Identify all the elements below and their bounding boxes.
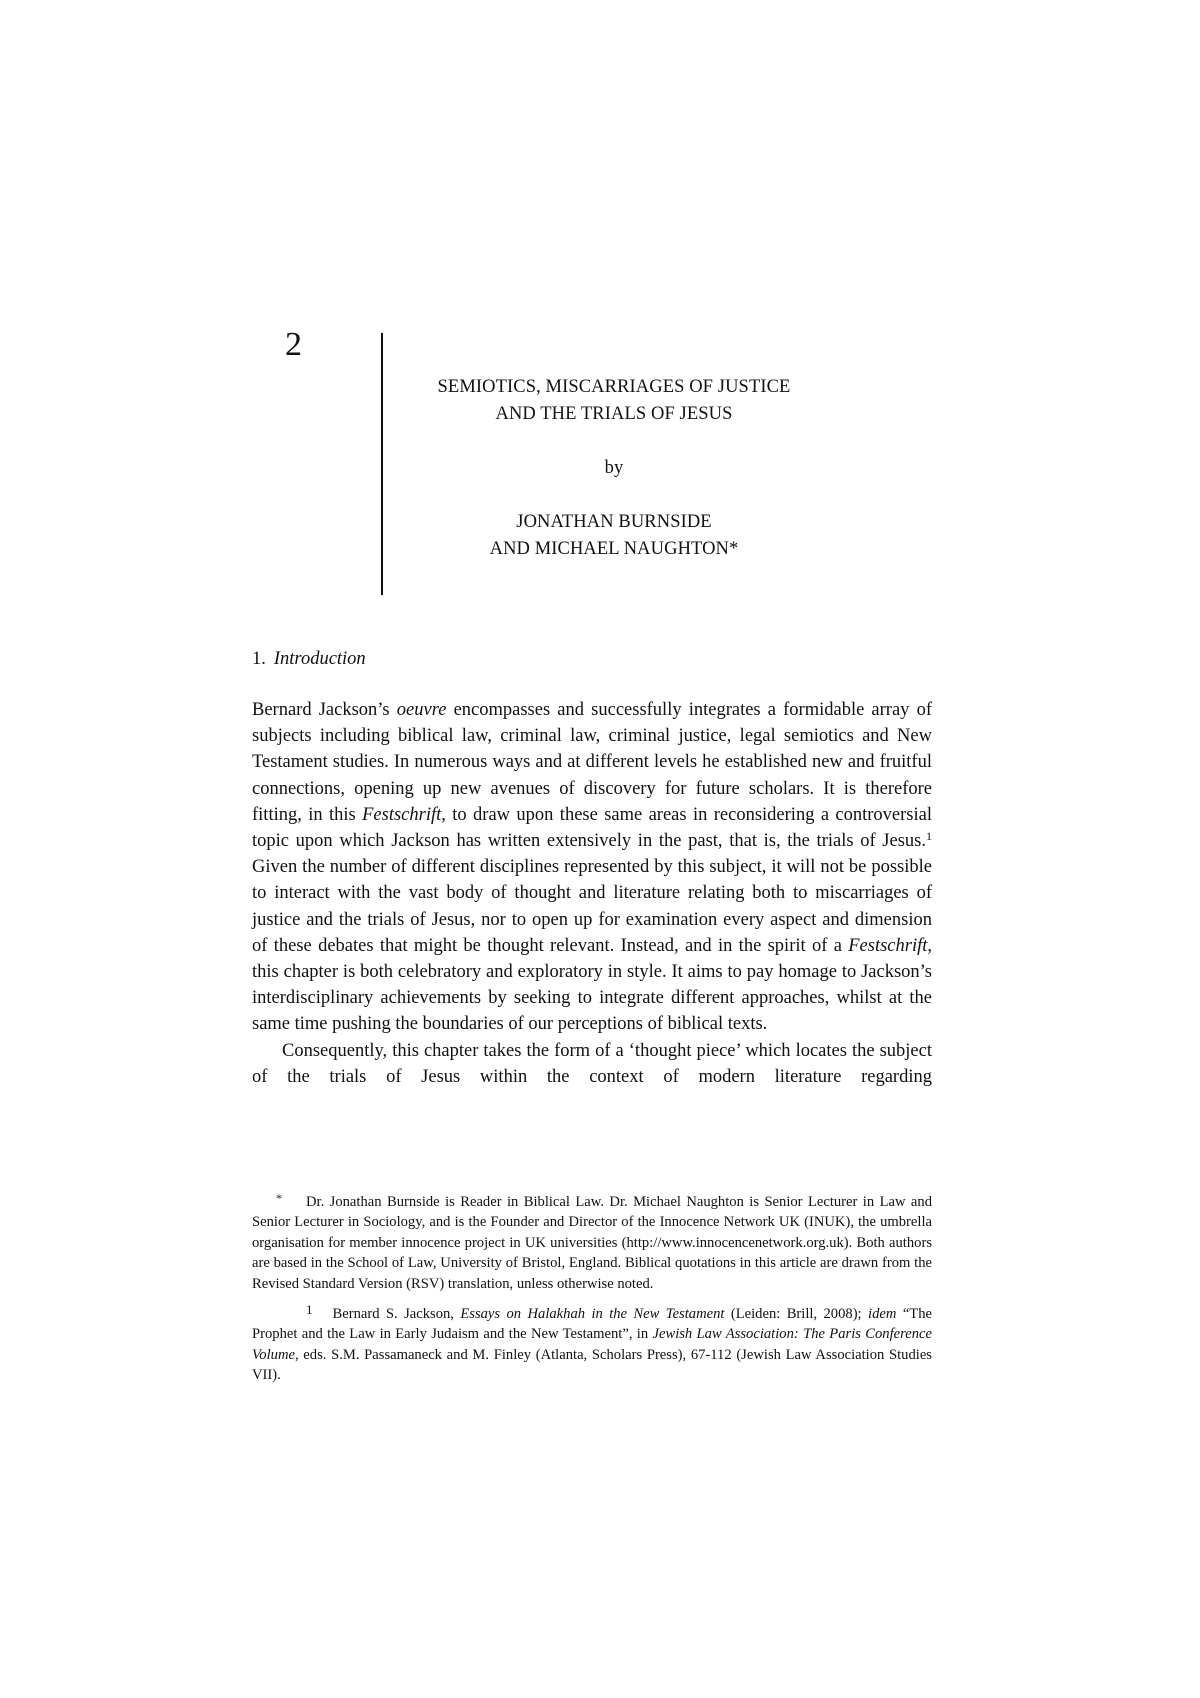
footnote-1 <box>252 1300 932 1386</box>
author-line-2: AND MICHAEL NAUGHTON* <box>489 539 739 559</box>
italic-run: Jewish Law Association: The Paris Conference Volume <box>252 1326 932 1363</box>
body-text <box>252 697 932 1090</box>
text-run: encompasses and successfully integrates a formidable array of subjects including biblical law, criminal law, criminal justice, legal semiotics and New Testament studies. In numerous ways and at different levels he established new and fruitful connections, opening up new avenues of discovery for future scholars. It is therefore fitting, in this <box>252 700 932 825</box>
footnote-star-mark: * <box>276 1191 282 1205</box>
paragraph-1 <box>252 697 932 1038</box>
chapter-title-block <box>384 374 844 563</box>
paragraph-2: Consequently, this chapter takes the form of a ‘thought piece’ which locates the subject of the trials of Jesus within the context of modern literature regarding <box>252 1040 932 1087</box>
section-title: Introduction <box>273 649 366 669</box>
section-heading <box>252 646 366 672</box>
text-run: Bernard S. Jackson, <box>332 1306 461 1323</box>
text-run: Given the number of different disciplines represented by this subject, it will not be possible to interact with the vast body of thought and literature relating both to miscarriages of justice and the trials of Jesus, nor to open up for examination every aspect and dimension of these debates that might be thought relevant. Instead, and in the spirit of a <box>252 857 932 956</box>
text-run: , eds. S.M. Passamaneck and M. Finley (Atlanta, Scholars Press), 67-112 (Jewish Law Association Studies VII). <box>252 1346 932 1384</box>
footnotes <box>252 1188 932 1392</box>
footnote-text: Dr. Jonathan Burnside is Reader in Biblical Law. Dr. Michael Naughton is Senior Lecturer in Law and Senior Lecturer in Sociology, and is the Founder and Director of the Innocence Network UK (INUK), the umbrella organisation for member innocence project in UK universities (http://www.innocencenetwork.org.uk). Both authors are based in the School of Law, University of Bristol, England. Biblical quotations in this article are drawn from the Revised Standard Version (RSV) translation, unless otherwise noted. <box>252 1194 932 1292</box>
italic-run: oeuvre <box>396 700 447 720</box>
italic-run: Festschrift <box>362 804 442 825</box>
text-run: Bernard Jackson’s <box>252 700 397 720</box>
chapter-title-line-2: AND THE TRIALS OF JESUS <box>495 404 733 424</box>
footnote-author <box>252 1188 932 1294</box>
section-number: 1. <box>252 649 266 669</box>
author-line-1: JONATHAN BURNSIDE <box>516 512 712 532</box>
footnote-reference[interactable]: 1 <box>926 829 932 844</box>
footnote-1-mark: 1 <box>306 1302 313 1318</box>
title-spacer <box>384 428 844 455</box>
italic-run: Essays on Halakhah in the New Testament <box>460 1306 725 1323</box>
chapter-number: 2 <box>285 326 302 363</box>
byline-by: by <box>604 458 624 478</box>
byline-spacer <box>384 482 844 509</box>
chapter-title-line-1: SEMIOTICS, MISCARRIAGES OF JUSTICE <box>437 377 791 397</box>
text-run: “The Prophet and the Law in Early Judaism and the New Testament”, in <box>252 1306 932 1343</box>
italic-run: Festschrift <box>848 935 928 956</box>
text-run: (Leiden: Brill, 2008); <box>724 1306 869 1323</box>
italic-run: idem <box>868 1306 897 1323</box>
text-run: , to draw upon these same areas in reconsidering a controversial topic upon which Jackson has written extensively in the past, that is, the trials of Jesus. <box>252 804 932 852</box>
text-run: , this chapter is both celebratory and exploratory in style. It aims to pay homage to Jackson’s interdisciplinary achievements by seeking to integrate different approaches, whilst at the same time pushing the boundaries of our perceptions of biblical texts. <box>252 935 932 1035</box>
header-vertical-rule <box>381 333 383 595</box>
